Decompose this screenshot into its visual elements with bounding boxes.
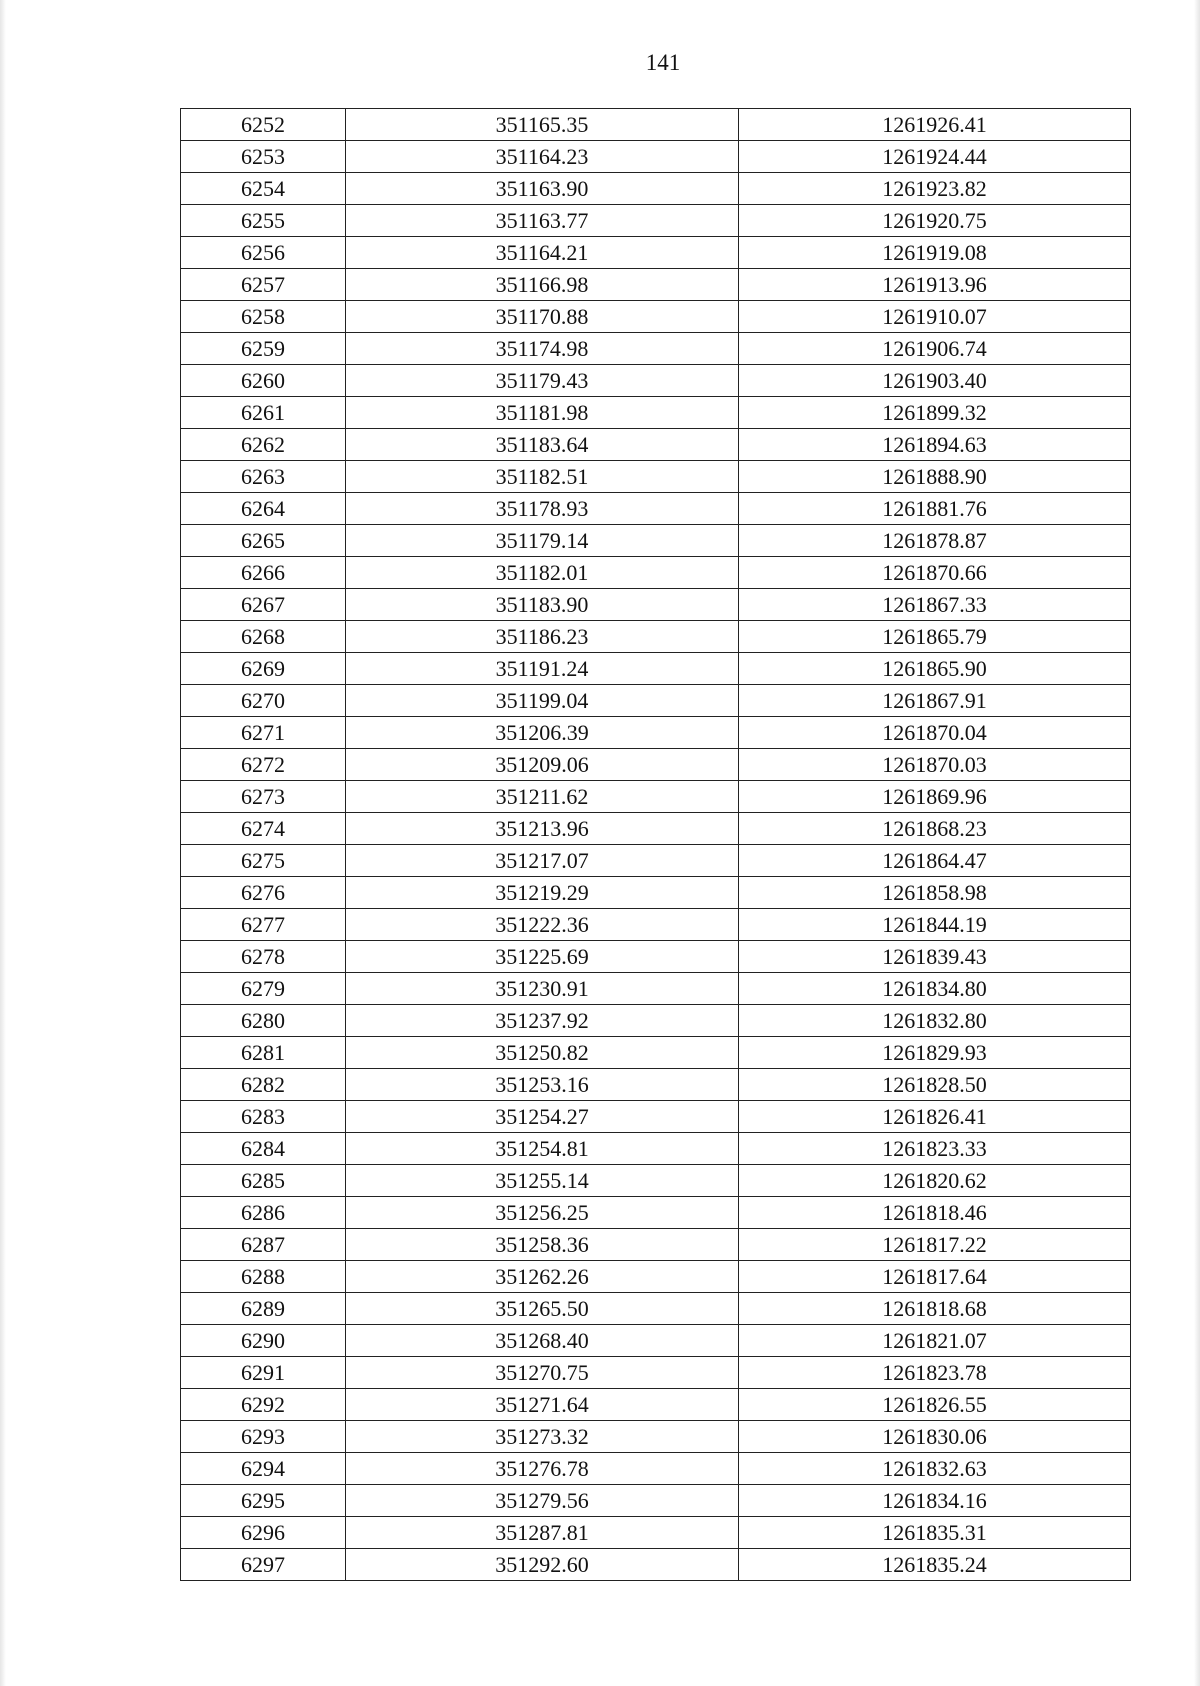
table-row: [181, 429, 1131, 461]
point-number-cell: 6285: [181, 1165, 346, 1197]
scan-edge-right: [1194, 0, 1200, 1686]
table-row: [181, 237, 1131, 269]
x-coordinate-cell: 351292.60: [346, 1549, 739, 1581]
y-coordinate-cell: 1261826.55: [739, 1389, 1131, 1421]
x-coordinate-cell: 351271.64: [346, 1389, 739, 1421]
point-number-cell: 6260: [181, 365, 346, 397]
x-coordinate-cell: 351206.39: [346, 717, 739, 749]
x-coordinate-cell: 351182.01: [346, 557, 739, 589]
x-coordinate-cell: 351170.88: [346, 301, 739, 333]
y-coordinate-cell: 1261834.80: [739, 973, 1131, 1005]
table-row: [181, 781, 1131, 813]
scan-edge-left: [0, 0, 6, 1686]
table-row: [181, 1485, 1131, 1517]
table-row: [181, 1453, 1131, 1485]
x-coordinate-cell: 351250.82: [346, 1037, 739, 1069]
table-row: [181, 749, 1131, 781]
table-row: [181, 1325, 1131, 1357]
x-coordinate-cell: 351255.14: [346, 1165, 739, 1197]
table-row: [181, 1293, 1131, 1325]
point-number-cell: 6283: [181, 1101, 346, 1133]
point-number-cell: 6274: [181, 813, 346, 845]
y-coordinate-cell: 1261826.41: [739, 1101, 1131, 1133]
point-number-cell: 6267: [181, 589, 346, 621]
table-row: [181, 365, 1131, 397]
x-coordinate-cell: 351254.27: [346, 1101, 739, 1133]
table-row: [181, 1069, 1131, 1101]
point-number-cell: 6295: [181, 1485, 346, 1517]
y-coordinate-cell: 1261830.06: [739, 1421, 1131, 1453]
y-coordinate-cell: 1261832.63: [739, 1453, 1131, 1485]
table-row: [181, 333, 1131, 365]
table-row: [181, 621, 1131, 653]
y-coordinate-cell: 1261823.33: [739, 1133, 1131, 1165]
page-number: 141: [645, 50, 681, 75]
x-coordinate-cell: 351191.24: [346, 653, 739, 685]
point-number-cell: 6257: [181, 269, 346, 301]
x-coordinate-cell: 351276.78: [346, 1453, 739, 1485]
y-coordinate-cell: 1261923.82: [739, 173, 1131, 205]
x-coordinate-cell: 351179.14: [346, 525, 739, 557]
y-coordinate-cell: 1261839.43: [739, 941, 1131, 973]
point-number-cell: 6288: [181, 1261, 346, 1293]
table-row: [181, 909, 1131, 941]
x-coordinate-cell: 351166.98: [346, 269, 739, 301]
point-number-cell: 6291: [181, 1357, 346, 1389]
point-number-cell: 6286: [181, 1197, 346, 1229]
table-row: [181, 461, 1131, 493]
table-row: [181, 1421, 1131, 1453]
table-row: [181, 973, 1131, 1005]
x-coordinate-cell: 351230.91: [346, 973, 739, 1005]
table-row: [181, 525, 1131, 557]
table-row: [181, 1101, 1131, 1133]
x-coordinate-cell: 351164.21: [346, 237, 739, 269]
point-number-cell: 6253: [181, 141, 346, 173]
y-coordinate-cell: 1261906.74: [739, 333, 1131, 365]
y-coordinate-cell: 1261817.22: [739, 1229, 1131, 1261]
point-number-cell: 6264: [181, 493, 346, 525]
point-number-cell: 6292: [181, 1389, 346, 1421]
x-coordinate-cell: 351268.40: [346, 1325, 739, 1357]
point-number-cell: 6282: [181, 1069, 346, 1101]
x-coordinate-cell: 351182.51: [346, 461, 739, 493]
y-coordinate-cell: 1261832.80: [739, 1005, 1131, 1037]
point-number-cell: 6297: [181, 1549, 346, 1581]
table-row: [181, 589, 1131, 621]
y-coordinate-cell: 1261913.96: [739, 269, 1131, 301]
y-coordinate-cell: 1261835.24: [739, 1549, 1131, 1581]
point-number-cell: 6254: [181, 173, 346, 205]
x-coordinate-cell: 351213.96: [346, 813, 739, 845]
coordinates-table: [180, 108, 1131, 1581]
table-row: [181, 173, 1131, 205]
table-row: [181, 557, 1131, 589]
table-row: [181, 109, 1131, 141]
table-row: [181, 1261, 1131, 1293]
point-number-cell: 6290: [181, 1325, 346, 1357]
y-coordinate-cell: 1261870.03: [739, 749, 1131, 781]
y-coordinate-cell: 1261870.66: [739, 557, 1131, 589]
table-row: [181, 1037, 1131, 1069]
point-number-cell: 6268: [181, 621, 346, 653]
point-number-cell: 6269: [181, 653, 346, 685]
point-number-cell: 6273: [181, 781, 346, 813]
y-coordinate-cell: 1261881.76: [739, 493, 1131, 525]
x-coordinate-cell: 351270.75: [346, 1357, 739, 1389]
point-number-cell: 6289: [181, 1293, 346, 1325]
point-number-cell: 6266: [181, 557, 346, 589]
table-row: [181, 1005, 1131, 1037]
y-coordinate-cell: 1261865.79: [739, 621, 1131, 653]
x-coordinate-cell: 351256.25: [346, 1197, 739, 1229]
table-row: [181, 205, 1131, 237]
table-row: [181, 653, 1131, 685]
table-row: [181, 301, 1131, 333]
table-row: [181, 141, 1131, 173]
y-coordinate-cell: 1261888.90: [739, 461, 1131, 493]
point-number-cell: 6287: [181, 1229, 346, 1261]
table-row: [181, 269, 1131, 301]
table-row: [181, 1549, 1131, 1581]
point-number-cell: 6261: [181, 397, 346, 429]
table-row: [181, 1517, 1131, 1549]
x-coordinate-cell: 351222.36: [346, 909, 739, 941]
point-number-cell: 6252: [181, 109, 346, 141]
y-coordinate-cell: 1261864.47: [739, 845, 1131, 877]
x-coordinate-cell: 351209.06: [346, 749, 739, 781]
point-number-cell: 6281: [181, 1037, 346, 1069]
table-row: [181, 1133, 1131, 1165]
y-coordinate-cell: 1261828.50: [739, 1069, 1131, 1101]
y-coordinate-cell: 1261818.46: [739, 1197, 1131, 1229]
y-coordinate-cell: 1261903.40: [739, 365, 1131, 397]
y-coordinate-cell: 1261867.33: [739, 589, 1131, 621]
y-coordinate-cell: 1261834.16: [739, 1485, 1131, 1517]
point-number-cell: 6296: [181, 1517, 346, 1549]
point-number-cell: 6262: [181, 429, 346, 461]
table-row: [181, 1197, 1131, 1229]
x-coordinate-cell: 351258.36: [346, 1229, 739, 1261]
y-coordinate-cell: 1261817.64: [739, 1261, 1131, 1293]
x-coordinate-cell: 351178.93: [346, 493, 739, 525]
table-row: [181, 717, 1131, 749]
x-coordinate-cell: 351164.23: [346, 141, 739, 173]
x-coordinate-cell: 351253.16: [346, 1069, 739, 1101]
x-coordinate-cell: 351183.90: [346, 589, 739, 621]
point-number-cell: 6280: [181, 1005, 346, 1037]
y-coordinate-cell: 1261829.93: [739, 1037, 1131, 1069]
point-number-cell: 6276: [181, 877, 346, 909]
x-coordinate-cell: 351163.77: [346, 205, 739, 237]
point-number-cell: 6263: [181, 461, 346, 493]
point-number-cell: 6270: [181, 685, 346, 717]
y-coordinate-cell: 1261878.87: [739, 525, 1131, 557]
y-coordinate-cell: 1261919.08: [739, 237, 1131, 269]
table-row: [181, 493, 1131, 525]
table-row: [181, 1389, 1131, 1421]
x-coordinate-cell: 351254.81: [346, 1133, 739, 1165]
x-coordinate-cell: 351165.35: [346, 109, 739, 141]
x-coordinate-cell: 351211.62: [346, 781, 739, 813]
x-coordinate-cell: 351181.98: [346, 397, 739, 429]
x-coordinate-cell: 351287.81: [346, 1517, 739, 1549]
x-coordinate-cell: 351163.90: [346, 173, 739, 205]
point-number-cell: 6256: [181, 237, 346, 269]
table-row: [181, 845, 1131, 877]
y-coordinate-cell: 1261835.31: [739, 1517, 1131, 1549]
y-coordinate-cell: 1261899.32: [739, 397, 1131, 429]
table-row: [181, 941, 1131, 973]
point-number-cell: 6275: [181, 845, 346, 877]
y-coordinate-cell: 1261823.78: [739, 1357, 1131, 1389]
point-number-cell: 6272: [181, 749, 346, 781]
x-coordinate-cell: 351217.07: [346, 845, 739, 877]
y-coordinate-cell: 1261869.96: [739, 781, 1131, 813]
point-number-cell: 6279: [181, 973, 346, 1005]
table-row: [181, 685, 1131, 717]
point-number-cell: 6293: [181, 1421, 346, 1453]
x-coordinate-cell: 351219.29: [346, 877, 739, 909]
y-coordinate-cell: 1261870.04: [739, 717, 1131, 749]
table-row: [181, 1229, 1131, 1261]
y-coordinate-cell: 1261844.19: [739, 909, 1131, 941]
point-number-cell: 6294: [181, 1453, 346, 1485]
table-row: [181, 1357, 1131, 1389]
table-row: [181, 877, 1131, 909]
y-coordinate-cell: 1261867.91: [739, 685, 1131, 717]
x-coordinate-cell: 351265.50: [346, 1293, 739, 1325]
x-coordinate-cell: 351262.26: [346, 1261, 739, 1293]
y-coordinate-cell: 1261821.07: [739, 1325, 1131, 1357]
x-coordinate-cell: 351279.56: [346, 1485, 739, 1517]
point-number-cell: 6255: [181, 205, 346, 237]
point-number-cell: 6284: [181, 1133, 346, 1165]
y-coordinate-cell: 1261858.98: [739, 877, 1131, 909]
x-coordinate-cell: 351225.69: [346, 941, 739, 973]
x-coordinate-cell: 351237.92: [346, 1005, 739, 1037]
y-coordinate-cell: 1261924.44: [739, 141, 1131, 173]
table-row: [181, 1165, 1131, 1197]
x-coordinate-cell: 351174.98: [346, 333, 739, 365]
y-coordinate-cell: 1261818.68: [739, 1293, 1131, 1325]
x-coordinate-cell: 351186.23: [346, 621, 739, 653]
y-coordinate-cell: 1261926.41: [739, 109, 1131, 141]
coordinates-table-body: [181, 109, 1131, 1581]
y-coordinate-cell: 1261910.07: [739, 301, 1131, 333]
y-coordinate-cell: 1261868.23: [739, 813, 1131, 845]
point-number-cell: 6278: [181, 941, 346, 973]
table-row: [181, 397, 1131, 429]
x-coordinate-cell: 351273.32: [346, 1421, 739, 1453]
x-coordinate-cell: 351183.64: [346, 429, 739, 461]
point-number-cell: 6258: [181, 301, 346, 333]
y-coordinate-cell: 1261820.62: [739, 1165, 1131, 1197]
x-coordinate-cell: 351179.43: [346, 365, 739, 397]
y-coordinate-cell: 1261865.90: [739, 653, 1131, 685]
point-number-cell: 6271: [181, 717, 346, 749]
point-number-cell: 6265: [181, 525, 346, 557]
point-number-cell: 6277: [181, 909, 346, 941]
point-number-cell: 6259: [181, 333, 346, 365]
y-coordinate-cell: 1261920.75: [739, 205, 1131, 237]
table-row: [181, 813, 1131, 845]
y-coordinate-cell: 1261894.63: [739, 429, 1131, 461]
x-coordinate-cell: 351199.04: [346, 685, 739, 717]
